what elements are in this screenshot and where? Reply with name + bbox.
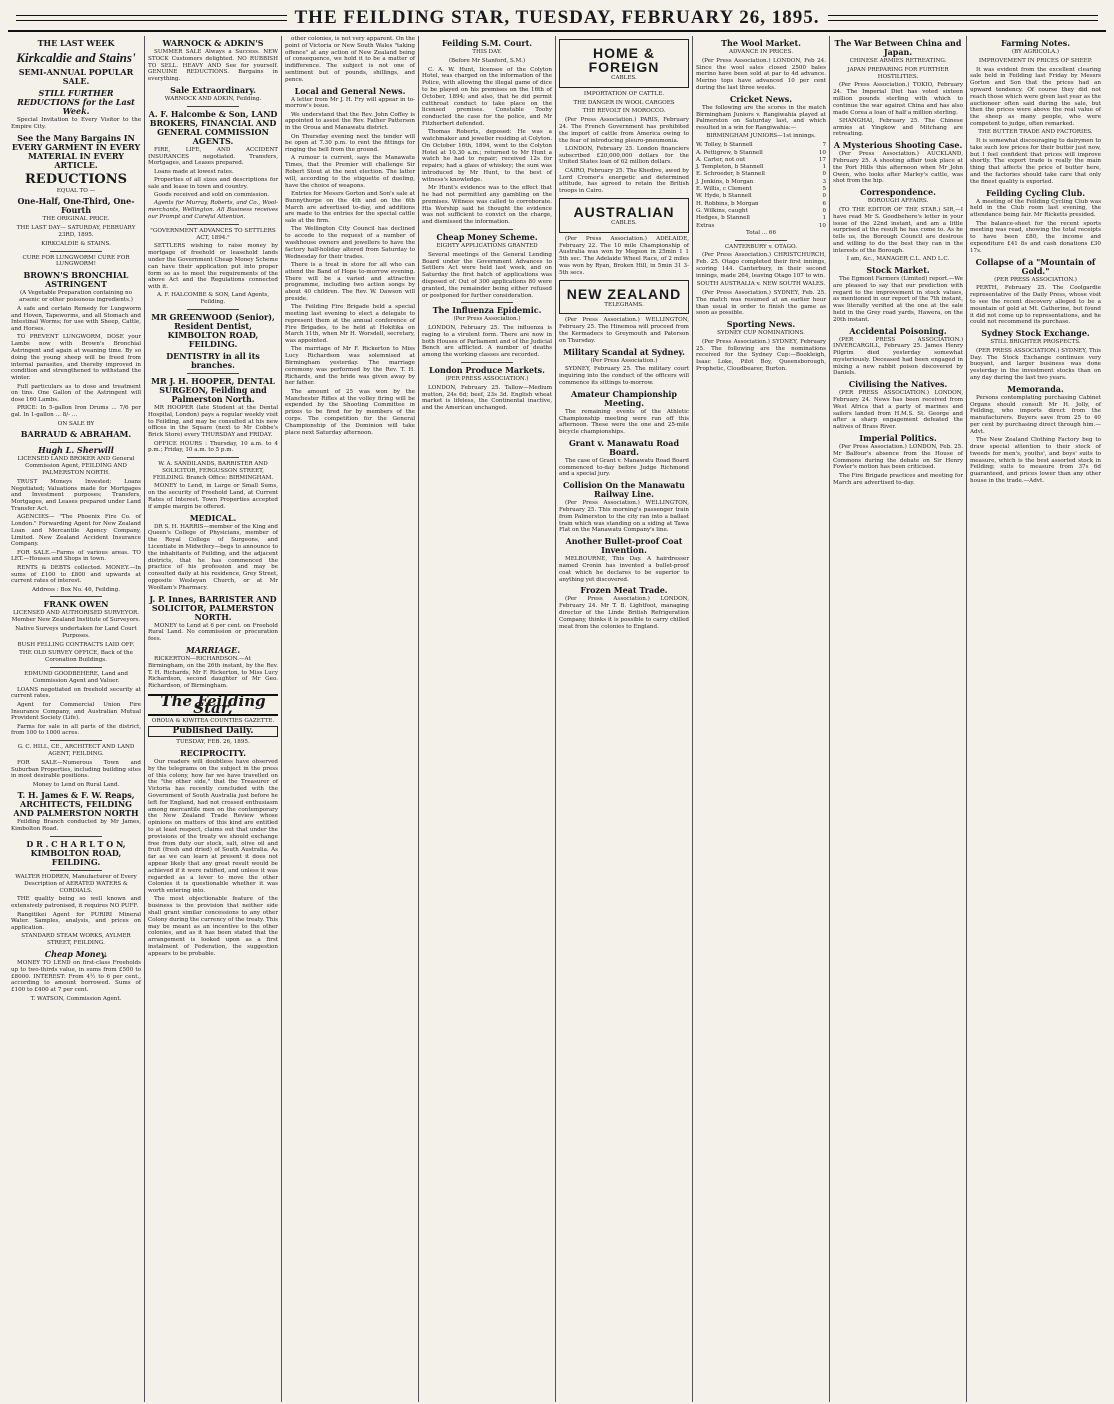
divider xyxy=(50,667,102,668)
ad-james: T. H. James & F. W. Reaps, ARCHITECTS, FEILDING AND PALMERSTON NORTH xyxy=(13,790,139,819)
heading-marriage: MARRIAGE. xyxy=(185,645,241,656)
divider xyxy=(50,740,102,741)
heading-sydney: Sydney Stock Exchange. xyxy=(981,328,1090,339)
ad-text: AGENCIES— "The Phoenix Fire Co. of London." Forwarding Agent for New Zealand Loan and Mercantile Agency Company, Limited. New Zealand Accident Insurance Company. xyxy=(11,514,141,548)
headline-reductions-word: REDUCTIONS xyxy=(24,171,128,187)
article-text: On Thursday evening next the tender will be open at 7.30 p.m. to rent the fittings for ringing the bell from the ground. xyxy=(285,133,415,154)
masthead-rule-left xyxy=(16,15,287,21)
heading-war: The War Between China and Japan. xyxy=(834,38,962,57)
heading-home-foreign: HOME & FOREIGN xyxy=(588,45,660,75)
article-text: The Feilding Fire Brigade held a special meeting last evening to elect a delegate to represent them at the annual conference of Fire Brigades, to be held at Hokitika on March 11th, when Mr H. Worsdell, secretary, was appointed. xyxy=(285,304,415,345)
article-text: The case of Grant v. Manawatu Road Board commenced to-day before Judge Richmond and a special jury. xyxy=(559,457,689,478)
heading-wool: The Wool Market. xyxy=(721,38,801,48)
column-8 xyxy=(967,36,1104,1402)
heading-imperial: Imperial Politics. xyxy=(859,433,937,444)
heading-military: Military Scandal at Sydney. xyxy=(563,346,685,357)
ad-cheap: Cheap Money. xyxy=(44,949,108,960)
article-text: SHANGHAI, February 25. The Chinese armies at Yingkow and Mitchang are retreating. xyxy=(833,117,963,138)
australian-box xyxy=(559,198,689,233)
ad-bargains: See the Many Bargains IN EVERY GARMENT IN EVERY MATERIAL IN EVERY ARTICLE. xyxy=(11,132,141,170)
ad-walter: WALTER HODREN, Manufacturer of Every Description of AERATED WATERS & CORDIALS. xyxy=(15,874,137,894)
heading-new-zealand: NEW ZEALAND xyxy=(566,285,682,302)
column-6 xyxy=(693,36,830,1402)
article-text: Persons contemplating purchasing Cabinet Organs should consult Mr H. Jolly, of Feilding, who imports direct from the manufacturers. Buyers save from 25 to 40 per cent by purchasing direct through him.—Advt. xyxy=(970,394,1101,435)
headline-last-week: THE LAST WEEK xyxy=(37,38,115,48)
column-3 xyxy=(282,36,419,1402)
ad-text: FIRE, LIFE, AND ACCIDENT INSURANCES negotiated. Transfers, Mortgages, and Leases prepared. xyxy=(148,146,278,167)
ad-text: Agent for Commercial Union Fire Insurance Company, and Australian Mutual Provident Society (Life). xyxy=(11,701,141,722)
ad-halcombe: A. F. Halcombe & Son, LAND BROKERS, FINANCIAL AND GENERAL COMMISSION AGENTS. xyxy=(148,108,278,146)
article-text: (Per Press Association.) WELLINGTON, February 25. The Hinemoa will proceed from the Kermadecs to Greymouth and Paterson on Thursday. xyxy=(559,317,689,344)
score-row xyxy=(696,193,826,200)
ad-halc-sign: A. F. HALCOMBE & SON, Land Agents, Feilding. xyxy=(156,292,270,306)
ad-text: TO PREVENT LUNGWORM, DOSE your Lambs now with Brown's Bronchial Astringent and again at weaning time. By so doing the young sheep will be freed from internal parasites, and thereby improved in condition and strengthened to withstand the winter. xyxy=(11,334,141,382)
ad-money-rural: Money to Lend on Rural Land. xyxy=(32,781,120,788)
article-text: LONDON, February 25. The influenza is raging to a virulent form. There are now in both Houses of Parliament and of the Judicial Bench are afflicted. A number of deaths among the working classes are recorded. xyxy=(422,325,552,359)
war-sub2: JAPAN PREPARING FOR FURTHER HOSTILITIES. xyxy=(847,66,949,80)
masthead-title: THE FEILDING STAR, TUESDAY, FEBRUARY 26, 1895. xyxy=(294,7,820,28)
article-text: A meeting of the Feilding Cycling Club was held in the Club room last evening, the attendance being fair. Mr Ricketts presided. xyxy=(970,198,1101,219)
ad-text: TRUST Moneys Invested; Loans Negotiated; Valuations made for Mortgages and Investment purposes; Transfers, Mortgages, and Leases prepared under Land Transfer Act. xyxy=(11,478,141,512)
article-text: (Per Press Association.) SYDNEY, February 25. The following are the nominations received for the Sydney Cup:—Bookleigh, Isaac Loke, Pilot Boy, Queensborough, Prophetic, Cloudbearer, Burton. xyxy=(696,338,826,373)
article-text: (Per Press Association.) LONDON, February 24. Mr T. B. Lightfoot, managing director of the Linde British Refrigeration Company, thinks it is possible to carry chilled meat from the colonies to England. xyxy=(559,596,689,630)
article-text: Entries for Messrs Gorton and Son's sale at Bunnythorpe on the 4th and on the 6th March are advertised to-day, and additions are made to the entries for the special cattle sale at the firm. xyxy=(285,190,415,225)
ad-sale-extra: Sale Extraordinary. xyxy=(170,84,256,95)
ad-text: SUMMER SALE Always a Success. NEW STOCK Customers delighted. NO RUBBISH TO SELL. HEAVY AND See for yourself. GENUINE REDUCTIONS. Bargains in everything. xyxy=(148,49,278,83)
article-text: (PER PRESS ASSOCIATION.) SYDNEY, This Day. The Stock Exchange continues very buoyant, and larger business was done yesterday in the investment stocks than on any day during the last two years. xyxy=(970,347,1101,382)
column-5 xyxy=(556,36,693,1402)
ad-edmund: EDMUND GOODBEHERE, Land and Commission Agent and Valuer. xyxy=(24,671,128,684)
scores-heading: BIRMINGHAM JUNIORS—1st innings. xyxy=(706,133,816,140)
heading-cricket: Cricket News. xyxy=(729,93,793,104)
published-daily: Published Daily. xyxy=(148,726,278,737)
article-text: The Wellington City Council has declined to accede to the request of a number of washhouse owners and jewellers to have the factory half-holiday altered from Saturday to Wednesday for their trades. xyxy=(285,226,415,260)
heading-mysterious: A Mysterious Shooting Case. xyxy=(833,140,963,151)
heading-local-news: Local and General News. xyxy=(294,85,406,96)
corr-sub: BOROUGH AFFAIRS. xyxy=(867,198,929,205)
ad-text: Feilding Branch conducted by Mr James, Kimbolton Road. xyxy=(11,819,141,833)
article-text: The balance-sheet for the recent sports meeting was read, showing the total receipts to have been £80, the income and expenditure £41 8s and cash donations £30 17s. xyxy=(970,220,1101,254)
divider xyxy=(50,836,102,837)
ad-native: Native Surveys undertaken for Land Court Purposes. xyxy=(15,626,137,639)
score-runs: 0 xyxy=(822,207,826,214)
article-text: (PER PRESS ASSOCIATION.) LONDON, February 24. News has been received from West Africa that a party of marines and sailors landed from H.M.S. St. George and after a sharp engagement defeated the natives of Brass River. xyxy=(833,390,963,431)
article-text: The New Zealand Clothing Factory beg to draw special attention to their stock of tweeds for men's, youths', and boys' suits to measure, which is the best assorted stock in Feilding; suits to measure from 37s 6d guaranteed, and prices lower than any other house in the trade.—Advt. xyxy=(970,437,1101,484)
ad-text: FOR SALE—Numerous Town and Suburban Properties, including building sites in most desirable positions. xyxy=(11,759,141,780)
wool-sub: ADVANCE IN PRICES. xyxy=(728,49,793,55)
headline-kirkcaldie: Kirkcaldie and Stains' xyxy=(16,50,136,65)
nz-sub: TELEGRAMS. xyxy=(604,301,644,308)
ad-old: THE OLD SURVEY OFFICE, Back of the Coronation Buildings. xyxy=(19,650,133,664)
ad-greenwood: MR GREENWOOD (Senior), Resident Dentist, KIMBOLTON ROAD, FEILDING. xyxy=(151,312,275,350)
score-batsman: H. Robbins, b Morgan xyxy=(696,200,759,207)
london-sub: (PER PRESS ASSOCIATION.) xyxy=(445,376,529,383)
ad-frank: FRANK OWEN xyxy=(43,599,109,610)
ad-text: MONEY to Lend, in Large or Small Sums, on the security of Freehold Land, at Current Rates of Interest. Town Properties accepted if ample margin be offered. xyxy=(148,483,278,510)
score-batsman: W. Tolley, b Stannell xyxy=(696,142,753,149)
headline-reductions: STILL FURTHER REDUCTIONS for the Last Week. xyxy=(17,88,135,116)
article-text: C. A. W. Hunt, licensee of the Colyton Hotel, was charged on the information of the Police, with allowing the illegal game of dice to be played on his premises on the 16th of October, 1894; and also, that he did permit cutthroat conduct to take place on the licensed premises. Constable Toohy conducted the case for the police, and Mr Fitzherbert defended. xyxy=(422,66,552,127)
score-row xyxy=(696,215,826,222)
heading-reciprocity: RECIPROCITY. xyxy=(179,748,246,758)
ad-text: MR HOOPER (late Student at the Dental Hospital, London) pays a regular weekly visit to Feilding, and may be consulted at his new offices in the Square (next to Mr Cobbe's Brick Store) every THURSDAY and FRIDAY. xyxy=(148,405,278,439)
heading-civilising: Civilising the Natives. xyxy=(848,379,948,390)
ad-frank-sub: LICENSED AND AUTHORISED SURVEYOR. Member New Zealand Institute of Surveyors. xyxy=(11,610,141,624)
ad-hugh: Hugh L. Sherwill xyxy=(38,445,114,456)
article-text: MELBOURNE, This Day. A hairdresser named Cronin has invented a bullet-proof coat which he declares to be superior to anything yet discovered. xyxy=(559,556,689,583)
score-row xyxy=(696,201,826,208)
court-sub: THIS DAY. xyxy=(472,49,502,55)
divider xyxy=(187,457,239,458)
divider xyxy=(50,596,102,597)
cables-h1: IMPORTATION OF CATTLE. xyxy=(583,90,665,97)
score-batsman: Hedges, b Stannell xyxy=(696,215,750,222)
score-runs: 7 xyxy=(822,142,826,149)
cables-h2: THE DANGER IN WOOL CARGOES xyxy=(573,99,675,106)
ad-text: FOR SALE.—Farms of various areas. TO LET.—Houses and Shops in town. xyxy=(11,549,141,563)
war-sub: CHINESE ARMIES RETREATING. xyxy=(849,58,947,64)
ad-warnock: WARNOCK & ADKIN'S xyxy=(162,38,264,48)
score-row xyxy=(696,186,826,193)
ad-text: Properties of all sizes and descriptions for sale and lease in town and country. xyxy=(148,176,278,190)
score-runs: 10 xyxy=(818,222,826,229)
score-runs: 5 xyxy=(822,186,826,193)
sa-nsw-heading: SOUTH AUSTRALIA v. NEW SOUTH WALES. xyxy=(696,281,826,288)
canterbury-heading: CANTERBURY v. OTAGO. xyxy=(724,243,798,250)
farming-sub: (BY AGRICOLA.) xyxy=(1011,49,1060,55)
score-row xyxy=(696,142,826,149)
divider xyxy=(187,373,239,374)
heading-court: Feilding S.M. Court. xyxy=(441,38,533,48)
article-text: (Per Press Association.) TOKIO, February 24. The Imperial Diet has voted sixteen million pounds sterling with which to continue the war against China and has also made Corea a loan of half a million sterling. xyxy=(833,82,963,116)
divider xyxy=(50,251,102,252)
influenza-sub: (Per Press Association.) xyxy=(453,316,521,323)
ad-text: OFFICE HOURS : Thursday, 10 a.m. to 4 p.m.; Friday, 10 a.m. to 5 p.m. xyxy=(148,440,278,454)
ad-original-price: THE ORIGINAL PRICE. xyxy=(42,216,110,223)
article-text: It was evident from the excellent clearing sale held in Feilding last Friday by Messrs Gorton and Son that the prices had an upward tendency. Of course they did not reach those which were given last year as the auctioneer often said during the sale, but then the prices were above the real value of the sheep as many people, who were competent to judge, often remarked. xyxy=(970,66,1101,127)
article-text: The Egmont Farmers (Limited) report.—We are pleased to say that our prediction with regard to the improvement in stock values, as mentioned in our report of the 7th instant, was literally verified at the one at the sale held in the Grey road yards, Hawera, on the 20th instant. xyxy=(833,275,963,323)
ad-brown-title: BROWN'S BRONCHIAL ASTRINGENT xyxy=(23,270,129,290)
heading-sporting: Sporting News. xyxy=(726,319,796,330)
divider xyxy=(187,309,239,310)
score-batsman: J. Jenkins, b Morgan xyxy=(696,178,754,185)
ad-text: Full particulars as to dose and treatment on tins. One Gallon of the Astringent will dose 160 Lambs. xyxy=(11,383,141,404)
ad-text: Agents for Murray, Roberts, and Co., Wool-merchants, Wellington. All Business receives our Prompt and Careful Attention. xyxy=(148,200,278,220)
ad-dentistry: DENTISTRY in all its branches. xyxy=(166,351,260,371)
article-text: A rumour is current, says the Manawatu Times, that the Premier will challenge Sir Robert Stout at the next election. The latter will, according to the etiquette of dueling, have the choice of weapons. xyxy=(285,155,415,189)
score-batsman: G. Wilkins, caught xyxy=(696,207,748,214)
ad-cure: CURE FOR LUNGWORM! CURE FOR LUNGWORM! xyxy=(22,254,130,268)
score-batsman: E. Schroeder, b Stannell xyxy=(696,171,765,178)
divider xyxy=(187,224,239,225)
heading-cheap-money: Cheap Money Scheme. xyxy=(436,231,538,242)
article-text: LONDON, February 25. London financiers subscribed £20,000,000 dollars for the United States loan of 62 million dollars. xyxy=(559,145,689,166)
star-logo: The Feilding Star, xyxy=(148,694,278,716)
divider xyxy=(461,362,513,363)
home-foreign-box xyxy=(559,39,689,88)
ad-brown-sub: (A Vegetable Preparation containing no arsenic or other poisonous ingredients.) xyxy=(19,290,133,303)
heading-stock: Stock Market. xyxy=(866,264,930,275)
article-text: LONDON, February 25. Tallow—Medium mutton, 24s 6d; beef, 23s 3d. English wheat market is lifeless, the Continental inactive, and the American unchanged. xyxy=(422,384,552,412)
article-text: We understand that the Rev. John Coffey is appointed to assist the Rev. Father Patterson in the Oroua and Manawatu district. xyxy=(285,111,415,132)
ad-bush: BUSH FELLING CONTRACTS LAID OFF. xyxy=(17,641,135,648)
score-runs: 6 xyxy=(822,200,826,207)
article-text: The Fire Brigade practices and meeting for March are advertised to-day. xyxy=(833,472,963,486)
farm-h2: THE BUTTER TRADE AND FACTORIES. xyxy=(978,129,1093,136)
score-batsman: E. Willis, c Clement xyxy=(696,186,752,193)
farm-h1: IMPROVEMENT IN PRICES OF SHEEP. xyxy=(978,57,1093,64)
article-text: The remaining events of the Athletic Championship meeting were run off this afternoon. These were the one and 25-mile bicycle championships. xyxy=(559,408,689,436)
score-row xyxy=(696,157,826,164)
article-text: There is a treat in store for all who can attend the Band of Hope to-morrow evening. There will be a varied and attractive programme, including two action songs by about 40 children. The Rev. W. Dawson will preside. xyxy=(285,261,415,302)
heading-london-produce: London Produce Markets. xyxy=(429,365,545,376)
gazette-line: OROUA & KIWITEA COUNTIES GAZETTE. xyxy=(151,717,275,724)
divider xyxy=(187,106,239,107)
columns xyxy=(8,36,1106,1402)
heading-bullet: Another Bullet-proof Coat Invention. xyxy=(565,536,683,556)
masthead-rule-right xyxy=(828,15,1099,21)
heading-collision: Collision On the Manawatu Railway Line. xyxy=(563,480,685,500)
article-text: (Per Press Association.) SYDNEY, Feb. 25. The match was resumed at an earlier hour than usual in order to finish the game as soon as possible. xyxy=(696,289,826,317)
ad-text: Special Invitation to Every Visitor to the Empire City. xyxy=(11,117,141,130)
article-text: (PER PRESS ASSOCIATION.) INVERCARGILL, February 25. James Henry Pilgrim died yesterday somewhat mysteriously. Deceased had been engaged in mixing a new rabbit poison discovered by Daniels. xyxy=(833,336,963,377)
ad-kirkcaldie-sign: KIRKCALDIE & STAINS. xyxy=(41,240,111,247)
score-row xyxy=(696,164,826,171)
article-text: Thomas Roberts, deposed: He was a watchmaker and jeweller residing at Colyton. On October 16th, 1894, went to the Colyton Hotel at 10.30 a.m.; returned to Mr Hunt a watch he had to repair; received 12s for repairs; had a glass of whiskey; the sum was introduced by Mr Hunt, to the best of witness's knowledge. xyxy=(422,129,552,183)
heading-influenza: The Influenza Epidemic. xyxy=(432,305,542,316)
ad-gov: "GOVERNMENT ADVANCES TO SETTLERS ACT, 1894." xyxy=(150,227,276,241)
ad-text: MONEY to Lend at 6 per cent. on Freehold Rural Land. No commission or procuration fees. xyxy=(148,622,278,643)
nz-box xyxy=(559,280,689,315)
article-text: (Per Press Association.) WELLINGTON, February 25. This morning's passenger train from Palmerston to the city ran into a ballast train which was standing on a siding at Tawa Flat on the Manawatu Company's line. xyxy=(559,500,689,534)
article-text: (Per Press Association.) LONDON, Feb. 25. Mr Balfour's absence from the House of Commons during the debate on Sir Henry Fowler's motion has been criticised. xyxy=(833,444,963,471)
sydney-sub: STILL BRIGHTER PROSPECTS. xyxy=(990,339,1081,346)
heading-accidental: Accidental Poisoning. xyxy=(849,325,947,336)
article-text: (Per Press Association.) ADELAIDE, February 22. The 10 mile Championship of Australia was won by Megson in 25min 1 1 5th sec. The Adelaide Wheel Race, of 2 miles was won by Ryan, Broken Hill, in 5min 31 3-5th secs. xyxy=(559,235,689,276)
divider xyxy=(50,870,102,871)
ad-text: RENTS & DEBTS collected. MONEY.—In sums of £100 to £800 and upwards at current rates of interest. xyxy=(11,564,141,585)
ad-text: Farms for sale in all parts of the district, from 100 to 1000 acres. xyxy=(11,723,141,737)
ad-barraud: BARRAUD & ABRAHAM. xyxy=(20,429,132,440)
heading-frozen: Frozen Meat Trade. xyxy=(580,585,668,596)
cables-h3: THE REVOLT IN MOROCCO. xyxy=(582,108,666,115)
article-text: Mr Hunt's evidence was to the effect that he had not permitted any gambling on the premises. Witness was called to corroborate. His Worship said he thought the evidence was not sufficient to convict on the charge, and dismissed the information. xyxy=(422,185,552,226)
heading-farming: Farming Notes. xyxy=(1000,38,1071,48)
ad-charlton: D R . C H A R L T O N, KIMBOLTON ROAD, FEILDING. xyxy=(26,839,126,868)
article-text: The amount of 25 was won by the Manchester Rifles at the volley firing will be expended by the Shooting Committee in prizes to be fired for by members of the corps. The competition for the General Championship of the Dominion will take place next Saturday afternoon. xyxy=(285,388,415,436)
article-text: (Per Press Association.) CHRISTCHURCH, Feb. 25. Otago completed their first innings, scoring 144. Canterbury, in their second innings, made 264, leaving Otago 107 to win. xyxy=(696,252,826,279)
ad-text: THE quality being so well known and extensively patronised, it requires NO PUFF. xyxy=(11,896,141,910)
notice-text: RICKERTON—RICHARDSON.—At Birmingham, on the 26th instant, by the Rev. T. H. Richards, Mr F. Rickerton, to Miss Lucy Richardson, second daughter of Mr Geo. Richardson, of Birmingham. xyxy=(148,656,278,690)
headline-semi-annual: SEMI-ANNUAL POPULAR SALE. xyxy=(18,67,134,86)
heading-memoranda: Memoranda. xyxy=(1007,383,1064,394)
score-row xyxy=(696,171,826,178)
column-2 xyxy=(145,36,282,1402)
ad-hooper: MR J. H. HOOPER, DENTAL SURGEON, Feilding and Palmerston North. xyxy=(151,376,275,405)
issue-date: TUESDAY, FEB. 26, 1895. xyxy=(176,739,250,746)
score-runs: 17 xyxy=(818,156,826,163)
ad-innes: J. P. Innes, BARRISTER AND SOLICITOR, PALMERSTON NORTH. xyxy=(149,593,277,622)
heading-medical: MEDICAL. xyxy=(189,512,237,523)
article-text: Several meetings of the General Lending Board under the Government Advances to Settlers Act were held last week, and on Saturday the first batch of applications was disposed of. Out of 300 applications 80 were granted, the remainder being either refused or postponed for further consideration. xyxy=(422,251,552,299)
article-text: (Per Press Association.) PARIS, February 24. The French Government has prohibited the import of cattle from America owing to the fear of introducing pleuro-pneumonia. xyxy=(559,117,689,144)
score-row xyxy=(696,179,826,186)
heading-grant: Grant v. Manawatu Road Board. xyxy=(568,437,680,457)
ad-text: Loans made at lowest rates. xyxy=(154,168,234,175)
corr-sign: I am, &c., MANAGER C.L. AND L.C. xyxy=(846,256,950,263)
divider xyxy=(50,442,102,443)
ad-hill: G. C. HILL, CE., ARCHITECT AND LAND AGENT, FEILDING. xyxy=(17,744,135,757)
heading-australian: AUSTRALIAN xyxy=(573,203,675,220)
ad-text: A safe and certain Remedy for Lungworm and Hoven, Tapeworms, and all Stomach and Intestinal Worms; for use with Sheep, Cattle, and Horses. xyxy=(11,305,141,333)
ad-warnock-sign: WARNOCK AND ADKIN, Feilding. xyxy=(164,95,262,102)
article-text: It is somewhat discouraging to dairymen to take such low prices for their butter just now, but I feel confident that prices will improve shortly. The export trade is really the main thing that affects the price of butter here, and the factories should take care that only the finest quality is exported. xyxy=(970,138,1101,185)
article-text: Our readers will doubtless have observed by the telegrams on the subject in the press of this colony, how far we have travelled on the "the other side," that the Treasurer of Victoria has recently concluded with the Government of South Australia just before he left for England, had not crossed enthusiasm among mercantile men on the contemporary the New Zealand Trade Review whose opinions on matters of this kind are entitled to at least respect, claims out that under the provisions of the treaty we should exchange free from duty our stock, salt, olive oil and fruit (fresh and dried) of South Australia. As far as we can learn at present it does not appear likely that any great result would be achieved if it were ratified, and unless it was regarded as a lever to move the other Colonies it is questionable whether it was worth entering into. xyxy=(148,759,278,895)
ad-hugh-sub: LICENSED LAND BROKER AND General Commission Agent, FEILDING AND PALMERSTON NORTH. xyxy=(17,456,135,476)
article-text: The most objectionable feature of the business is the provision that neither side shall grant similar concessions to any other Colony during the currency of the treaty. This may be meant as an incentive to the other colonies, and as it has been stated that the arrangement is looked upon as a first instalment of Federation, the suggestion appears to be probable. xyxy=(148,896,278,957)
score-runs: 0 xyxy=(822,171,826,178)
military-sub: (Per Press Association.) xyxy=(590,357,658,364)
article-text: CAIRO, February 25. The Khedive, awed by Lord Cromer's energetic and determined attitude, has agreed to retain the British troops in Cairo. xyxy=(559,167,689,195)
ad-text: DR S. H. HARRIS—member of the King and Queen's College of Physicians, member of the Royal College of Surgeons, and Licentiate in Midwifery—begs to announce to the inhabitants of Feilding, and the adjacent districts, that he has commenced the practice of his profession and may be consulted daily at his residence, Grey Street, opposite Wesleyan Church, or at Mr Woollam's Pharmacy. xyxy=(148,523,278,591)
ad-text: SETTLERS wishing to raise money by mortgage of freehold or leasehold lands under the Government Cheap Money Scheme can have their application put into proper form so as to meet the requirements of the above Act and the Regulations connected with it. xyxy=(148,243,278,291)
ad-fractions: One-Half, One-Third, One-Fourth xyxy=(17,196,135,216)
article-text: PERTH, February 25. The Coolgardie representative of the Daily Press, whose visit to see the recent discovery alleged to be a mountain of gold at Mt. Catherine, but found it did not come up to representations, and he could not recommend its purchase. xyxy=(970,285,1101,326)
ad-equal: EQUAL TO — xyxy=(56,187,96,194)
ad-text: Goods received and sold on commission. xyxy=(154,192,270,199)
ad-watson: T. WATSON, Commission Agent. xyxy=(30,995,122,1002)
score-row xyxy=(696,150,826,157)
article-text: SYDNEY, February 25. The military court inquiring into the conduct of the officers will commence its sittings to-morrow. xyxy=(559,366,689,386)
score-batsman: W. Hyde, b Stannell xyxy=(696,193,752,200)
ad-sale-by: ON SALE BY xyxy=(57,420,95,427)
cables-sub: CABLES. xyxy=(611,75,637,81)
score-batsman: Extras xyxy=(696,222,715,229)
ad-address: Address : Box No. 46, Feilding. xyxy=(32,586,120,593)
score-row xyxy=(696,223,826,230)
column-1 xyxy=(8,36,145,1402)
score-runs: 1 xyxy=(822,164,826,171)
article-text: (Per Press Association.) LONDON, Feb 24. Since the wool sales closed 2500 bales merino have been sold at par to 4d advance. Merino tops have advanced 10 per cent during the last three weeks. xyxy=(696,57,826,91)
article-text: (TO THE EDITOR OF THE STAR.) SIR,—I have read Mr S. Goodbehere's letter in your issue of the 22nd instant, and am a little surprised at the result he has come to. As he tells us, the Borough Council are desirous and willing to do the best they can in the interests of the Borough. xyxy=(833,207,963,254)
score-runs: 3 xyxy=(822,178,826,185)
divider xyxy=(735,240,787,241)
ad-text: LOANS negotiated on freehold security at current rates. xyxy=(11,686,141,700)
heading-amateur: Amateur Championship Meeting. xyxy=(570,388,678,408)
divider xyxy=(461,229,513,230)
ad-sandilands: W. A. SANDILANDS, BARRISTER AND SOLICITOR, FERGUSSON STREET, FEILDING. Branch Office: BIRMINGHAM. xyxy=(152,461,274,481)
heading-correspondence: Correspondence. xyxy=(860,187,936,198)
column-7 xyxy=(830,36,967,1402)
aust-sub: CABLES. xyxy=(611,219,637,226)
scores-table xyxy=(696,142,826,229)
score-runs: 10 xyxy=(818,149,826,156)
score-batsman: J. Templeton, b Stannell xyxy=(696,164,764,171)
column-4 xyxy=(419,36,556,1402)
ad-text: Rangitikei Agent for PURIRI Mineral Water. Samples, analysis, and prices on application. xyxy=(11,911,141,932)
heading-cycling: Feilding Cycling Club. xyxy=(986,187,1085,198)
collapse-sub: (PER PRESS ASSOCIATION.) xyxy=(994,276,1077,283)
ad-text: MONEY TO LEND on first-class Freeholds up to two-thirds value, in sums from £500 to £8000. INTEREST: From 4½ to 6 per cent., according to amount borrowed. Sums of £100 to £400 at 7 per cent. xyxy=(11,960,141,994)
cheap-sub: EIGHTY APPLICATIONS GRANTED xyxy=(436,242,538,249)
article-text: A letter from Mr J. H. Fry will appear in to-morrow's issue. xyxy=(285,96,415,110)
score-batsman: A. Pettigrew, b Stannell xyxy=(696,149,763,156)
score-runs: 1 xyxy=(822,215,826,222)
ad-last-day: THE LAST DAY— SATURDAY, FEBRUARY 23RD, 1895. xyxy=(16,225,136,238)
masthead xyxy=(8,6,1106,32)
ad-standard: STANDARD STEAM WORKS, AYLMER STREET, FEILDING. xyxy=(21,933,131,947)
heading-collapse: Collapse of a "Mountain of Gold." xyxy=(975,256,1096,276)
article-text: other colonies, is not very apparent. On the point of Victoria or New South Wales "taking offence" at any action of New Zealand being of consequence, we hold it to be a matter of indifference. The subject is not one of sentiment but of pounds, shillings, and pence. xyxy=(285,36,415,83)
court-sub2: (Before Mr Stanford, S.M.) xyxy=(448,57,526,64)
score-runs: 0 xyxy=(822,193,826,200)
article-text: The following are the scores in the match Birmingham Juniors v. Rangiwahia played at Palmerston on Saturday last, and which resulted in a win for Rangiwahia:— xyxy=(696,104,826,132)
divider xyxy=(461,302,513,303)
score-row xyxy=(696,208,826,215)
score-batsman: A. Carter, not out xyxy=(696,156,746,163)
article-text: (Per Press Association.) AUCKLAND, February 25. A shooting affair took place at the Port Hills this afternoon when Mr John Owen, who looks after Marley's cattle, was shot from the hip. xyxy=(833,151,963,185)
scores-total: Total ... 66 xyxy=(745,229,777,236)
article-text: The marriage of Mr F. Rickerton to Miss Lucy Richardson was solemnised at Birmingham yesterday. The marriage ceremony was performed by the Rev. T. H. Richards, and the bride was given away by her father. xyxy=(285,346,415,387)
sporting-sub: SYDNEY CUP NOMINATIONS. xyxy=(717,330,805,337)
ad-price: PRICE: In 5-gallon Iron Drums ... 7/6 per gal. In 1-gallon ... 8/- ... xyxy=(11,405,141,419)
